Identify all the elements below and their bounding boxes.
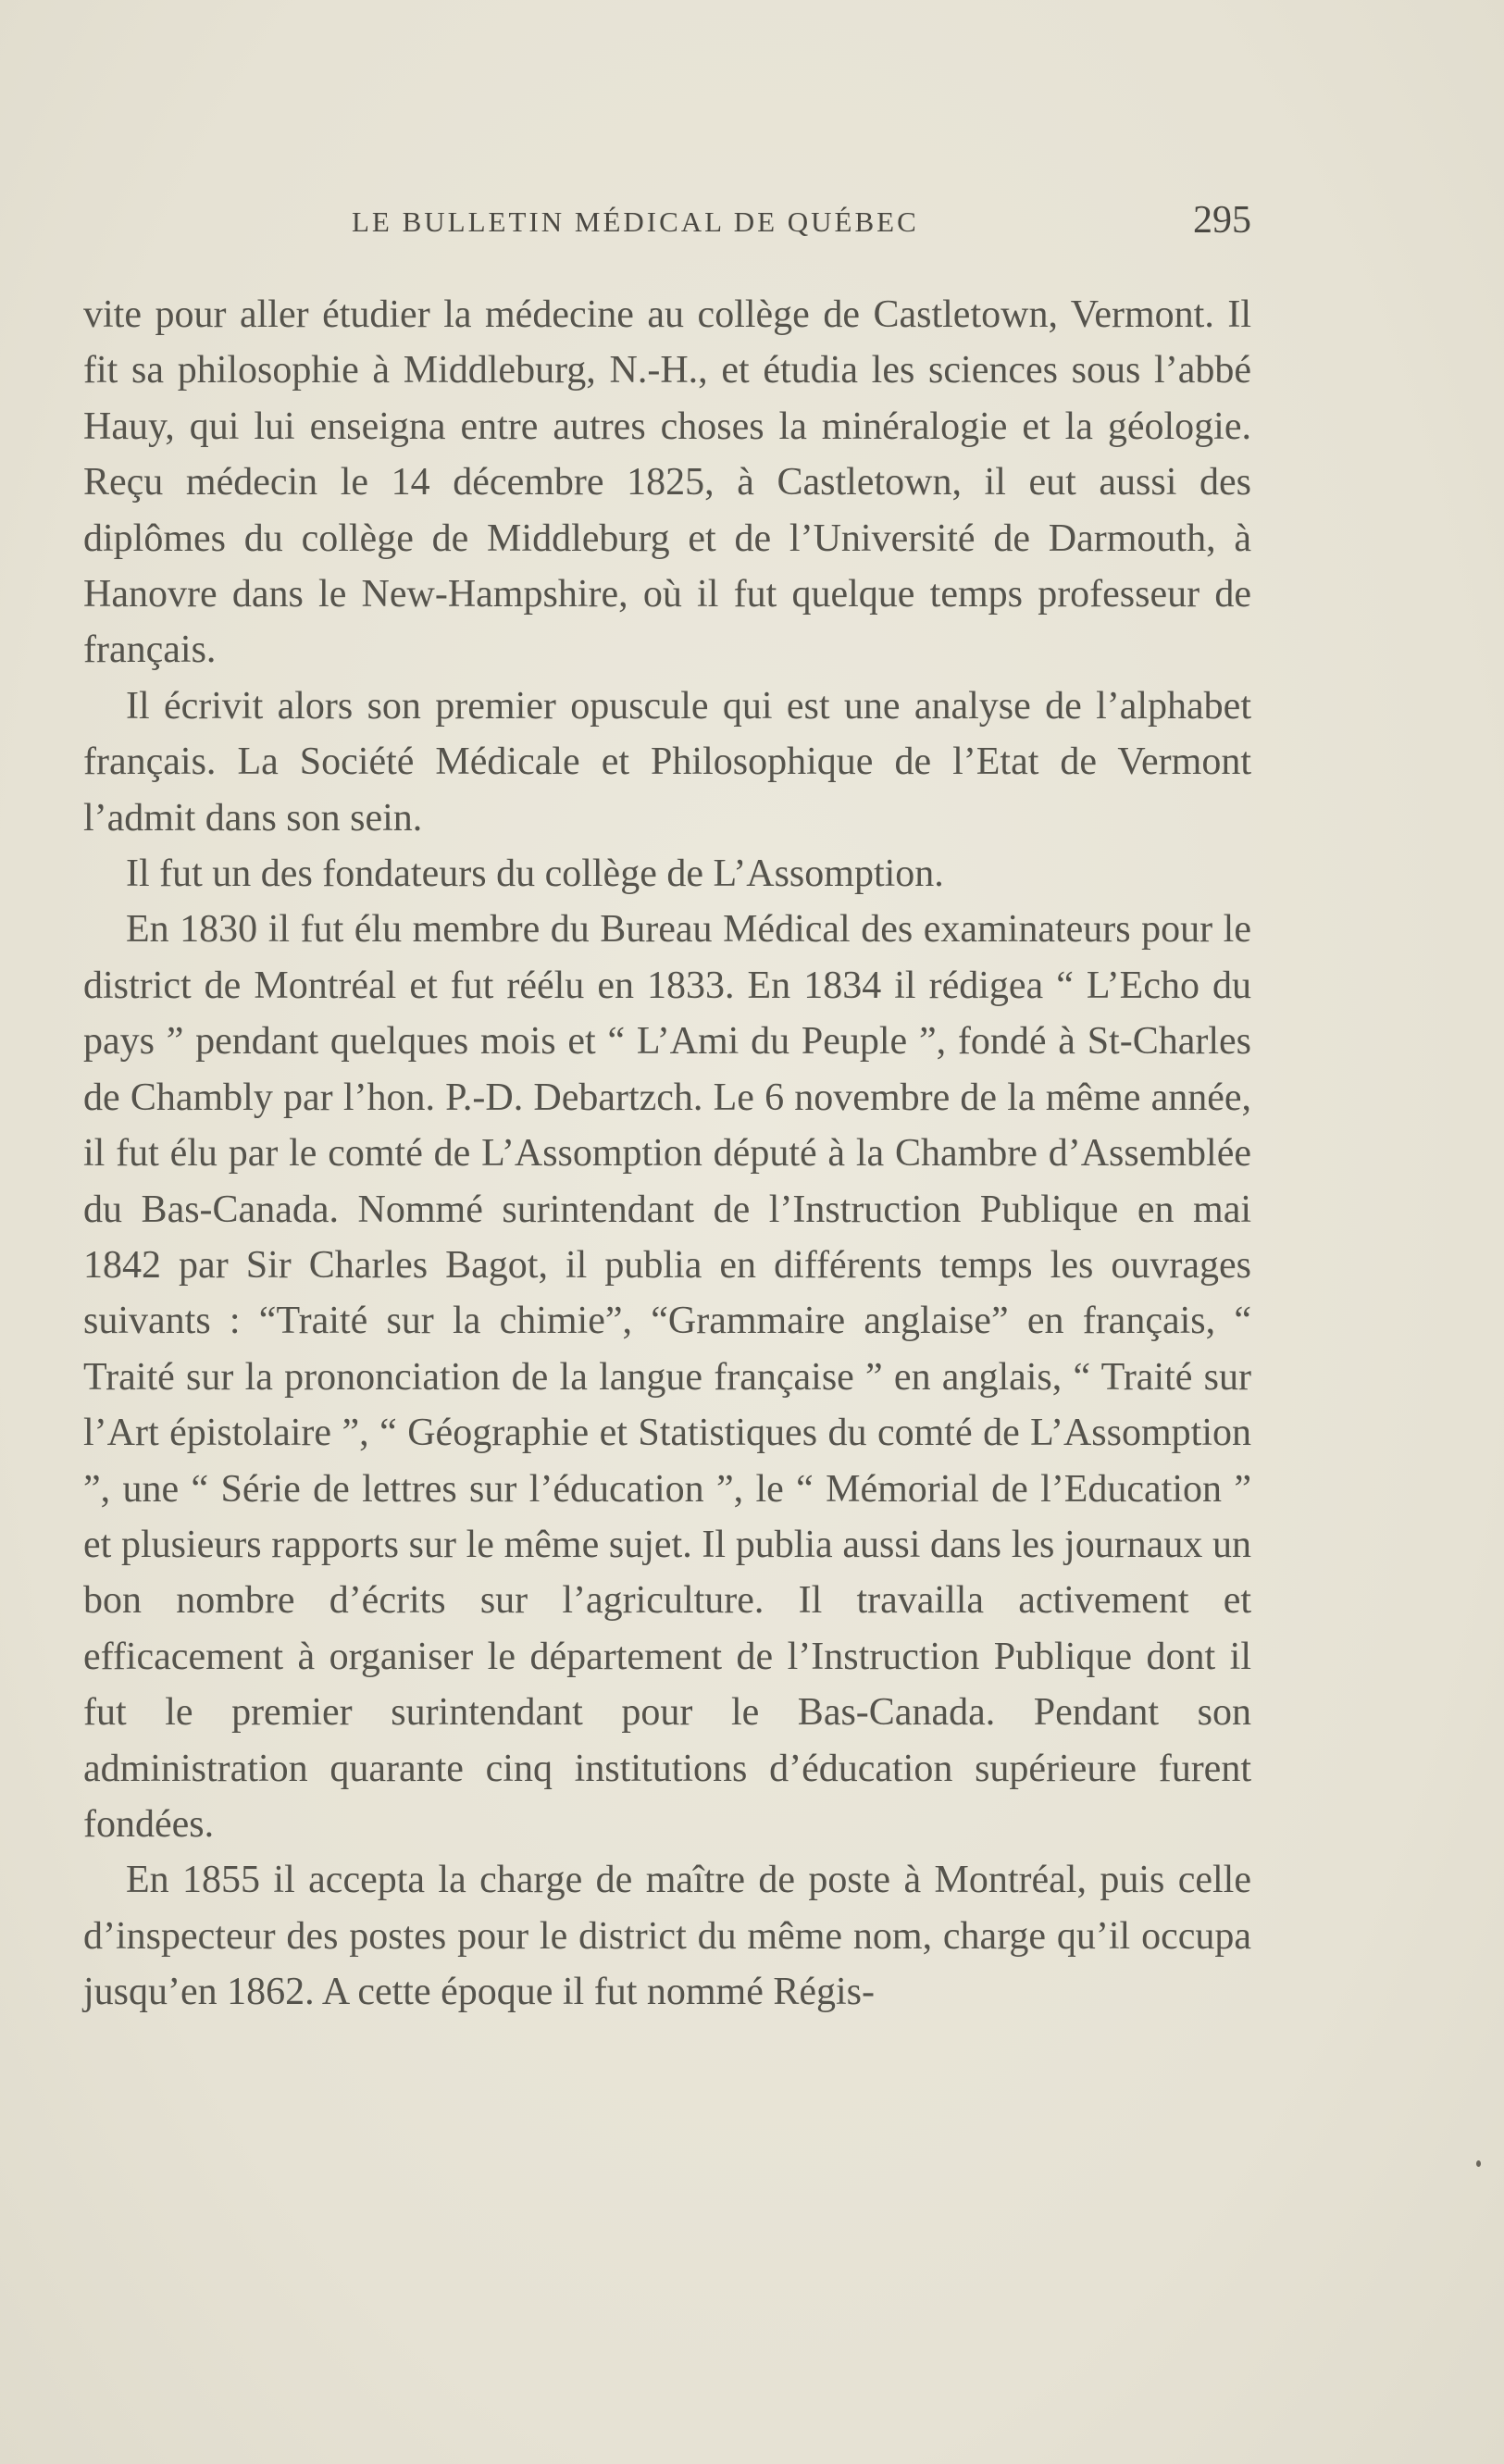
page-number: 295 [1193,199,1251,242]
paper-speck [1476,2160,1481,2167]
paragraph-3: Il fut un des fondateurs du collège de L’Assomption. [126,852,944,896]
paragraph-2: Il écrivit alors son premier opuscule qui est une analyse de l’alphabet français. La Société Médicale et Philosophique de l’Etat de Vermont l’admit dans son sein. [83,684,1251,840]
paragraph-5: En 1855 il accepta la charge de maître de poste à Montréal, puis celle d’inspecteur des postes pour le district du même nom, charge qu’il occupa jusqu’en 1862. A cette époque il fut nommé Régis- [83,1859,1251,2014]
running-head: LE BULLETIN MÉDICAL DE QUÉBEC [352,205,919,238]
paragraph-1: vite pour aller étudier la médecine au collège de Castletown, Vermont. Il fit sa philosophie à Middleburg, N.-H., et étudia les sciences sous l’abbé Hauy, qui lui enseigna entre autres choses la minéralogie et la géologie. Reçu médecin le 14 décembre 1825, à Castletown, il eut aussi des diplômes du collège de Middleburg et de l’Université de Darmouth, à Hanovre dans le New-Hampshire, où il fut quelque temps professeur de français. [83,293,1251,672]
body-text [83,287,1251,2021]
paragraph-4: En 1830 il fut élu membre du Bureau Médical des examinateurs pour le district de Montréal et fut réélu en 1833. En 1834 il rédigea “ L’Echo du pays ” pendant quelques mois et “ L’Ami du Peuple ”, fondé à St-Charles de Chambly par l’hon. P.-D. Debartzch. Le 6 novembre de la même année, il fut élu par le comté de L’Assomption député à la Chambre d’Assemblée du Bas-Canada. Nommé surintendant de l’Instruction Publique en mai 1842 par Sir Charles Bagot, il publia en différents temps les ouvrages suivants : “Traité sur la chimie”, “Grammaire anglaise” en français, “ Traité sur la prononciation de la langue française ” en anglais, “ Traité sur l’Art épistolaire ”, “ Géographie et Statistiques du comté de L’Assomption ”, une “ Série de lettres sur l’éducation ”, le “ Mémorial de l’Education ” et plusieurs rapports sur le même sujet. Il publia aussi dans les journaux un bon nombre d’écrits sur l’agriculture. Il travailla activement et efficacement à organiser le département de l’Instruction Publique dont il fut le premier surintendant pour le Bas-Canada. Pendant son administration quarante cinq institutions d’éducation supérieure furent fondées. [83,908,1251,1846]
page-header [83,198,1251,248]
